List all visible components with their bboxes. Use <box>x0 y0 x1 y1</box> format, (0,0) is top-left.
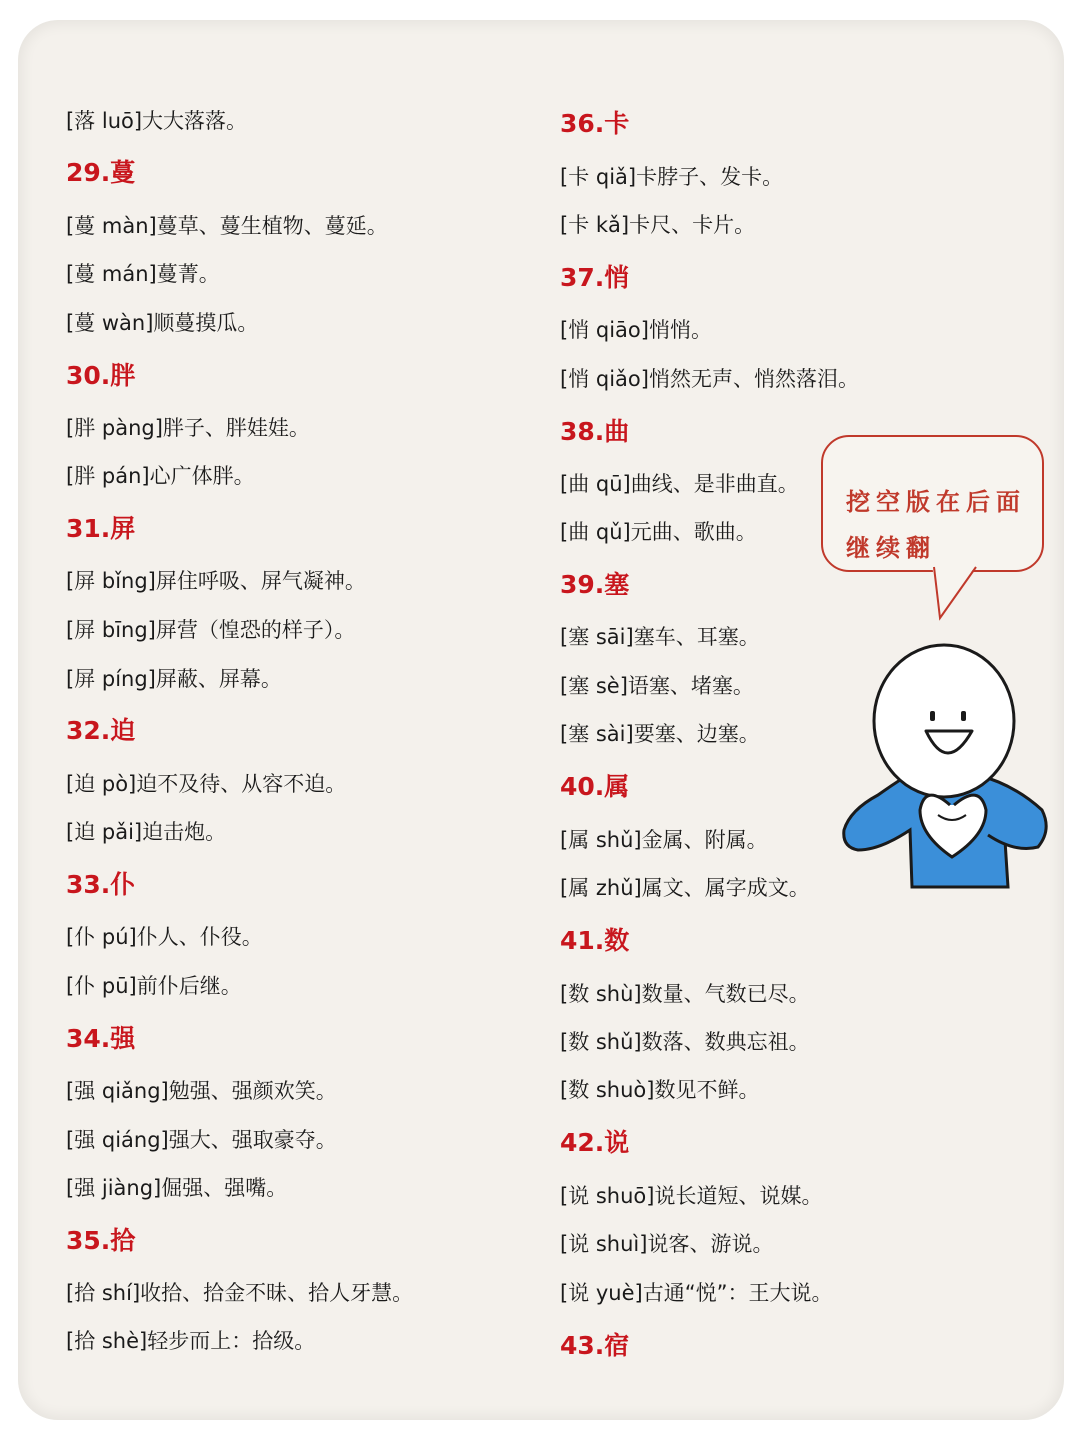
bubble-line-2: 继续翻 <box>846 533 936 562</box>
reading-entry: [屏 bīng]屏营（惶恐的样子）。 <box>66 618 356 642</box>
reading-entry: [蔓 mán]蔓菁。 <box>66 262 220 286</box>
reading-entry: [卡 kǎ]卡尺、卡片。 <box>560 213 756 237</box>
reading-entry: [屏 bǐng]屏住呼吸、屏气凝神。 <box>66 569 366 593</box>
reading-entry: [悄 qiǎo]悄然无声、悄然落泪。 <box>560 367 859 391</box>
section-heading: 36.卡 <box>560 109 630 138</box>
reading-entry: [数 shù]数量、气数已尽。 <box>560 982 810 1006</box>
reading-entry: [仆 pū]前仆后继。 <box>66 974 242 998</box>
section-heading: 32.迫 <box>66 716 136 745</box>
reading-entry: [说 shuō]说长道短、说媒。 <box>560 1184 823 1208</box>
reading-entry: [强 qiǎng]勉强、强颜欢笑。 <box>66 1079 337 1103</box>
reading-entry: [卡 qiǎ]卡脖子、发卡。 <box>560 165 784 189</box>
section-heading: 43.宿 <box>560 1331 630 1360</box>
heart-hands-mascot-icon <box>820 625 1070 890</box>
section-heading: 37.悄 <box>560 263 630 292</box>
section-heading: 39.塞 <box>560 570 630 599</box>
section-heading: 40.属 <box>560 772 630 801</box>
reading-entry: [拾 shè]轻步而上：拾级。 <box>66 1329 316 1353</box>
section-heading: 31.屏 <box>66 514 136 543</box>
reading-entry: [强 qiáng]强大、强取豪夺。 <box>66 1128 337 1152</box>
reading-entry: [说 yuè]古通“悦”：王大说。 <box>560 1281 833 1305</box>
section-heading: 41.数 <box>560 926 630 955</box>
reading-entry: [属 zhǔ]属文、属字成文。 <box>560 876 810 900</box>
reading-entry: [屏 píng]屏蔽、屏幕。 <box>66 667 282 691</box>
speech-bubble-tail <box>930 563 990 623</box>
reading-entry: [塞 sè]语塞、堵塞。 <box>560 674 754 698</box>
section-heading: 38.曲 <box>560 417 630 446</box>
section-heading: 34.强 <box>66 1024 136 1053</box>
reading-entry: [悄 qiāo]悄悄。 <box>560 318 712 342</box>
reading-entry: [胖 pàng]胖子、胖娃娃。 <box>66 416 310 440</box>
reading-entry: [数 shǔ]数落、数典忘祖。 <box>560 1030 810 1054</box>
reading-entry: [强 jiàng]倔强、强嘴。 <box>66 1176 288 1200</box>
section-heading: 33.仆 <box>66 870 136 899</box>
section-heading: 42.说 <box>560 1128 630 1157</box>
reading-entry: [曲 qū]曲线、是非曲直。 <box>560 472 799 496</box>
section-heading: 30.胖 <box>66 361 136 390</box>
reading-entry: [仆 pú]仆人、仆役。 <box>66 925 263 949</box>
reading-entry: [拾 shí]收拾、拾金不昧、拾人牙慧。 <box>66 1281 414 1305</box>
reading-entry: [塞 sāi]塞车、耳塞。 <box>560 625 760 649</box>
section-heading: 35.拾 <box>66 1226 136 1255</box>
reading-entry: [迫 pò]迫不及待、从容不迫。 <box>66 772 347 796</box>
bubble-line-1: 挖空版在后面 <box>846 487 1026 516</box>
reading-entry: [迫 pǎi]迫击炮。 <box>66 820 227 844</box>
reading-entry: [蔓 màn]蔓草、蔓生植物、蔓延。 <box>66 214 388 238</box>
reading-entry: [胖 pán]心广体胖。 <box>66 464 255 488</box>
reading-entry: [曲 qǔ]元曲、歌曲。 <box>560 520 757 544</box>
reading-entry: [数 shuò]数见不鲜。 <box>560 1078 760 1102</box>
reading-entry: [塞 sài]要塞、边塞。 <box>560 722 760 746</box>
section-heading: 29.蔓 <box>66 158 136 187</box>
reading-entry: [落 luō]大大落落。 <box>66 109 248 133</box>
reading-entry: [属 shǔ]金属、附属。 <box>560 828 768 852</box>
reading-entry: [说 shuì]说客、游说。 <box>560 1232 774 1256</box>
reading-entry: [蔓 wàn]顺蔓摸瓜。 <box>66 311 259 335</box>
